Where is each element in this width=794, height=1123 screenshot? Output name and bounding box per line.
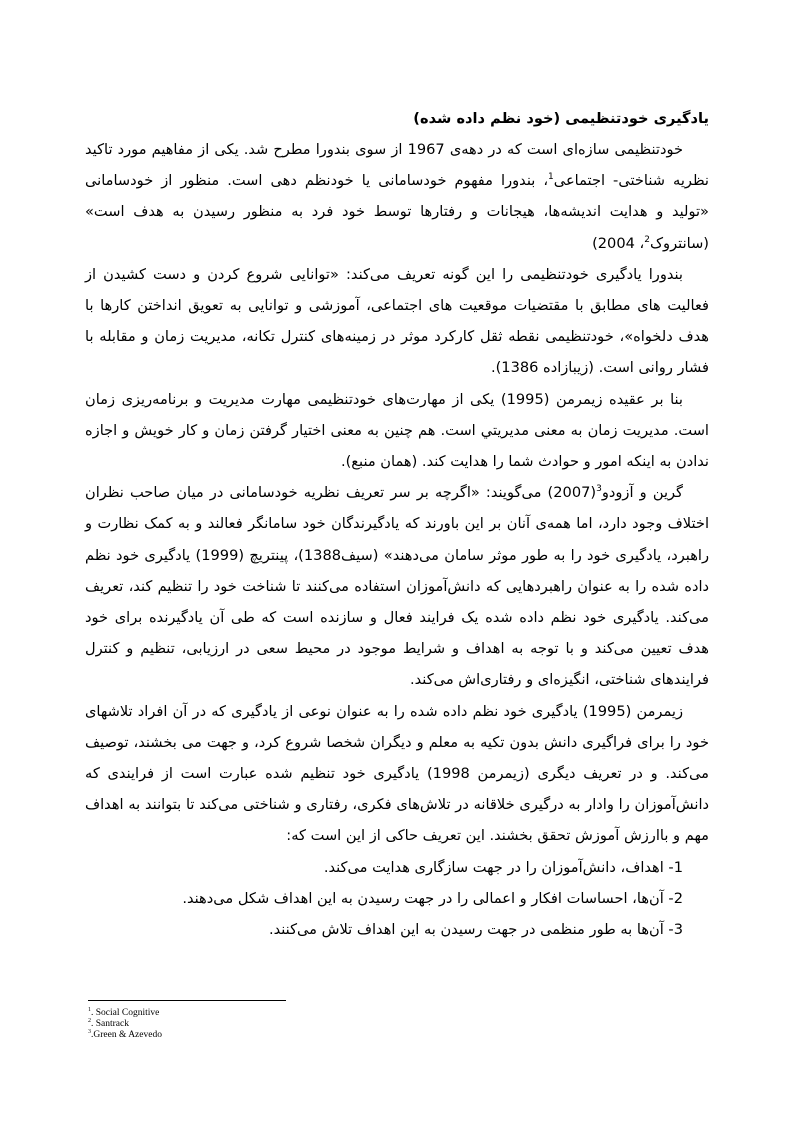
footnote-1 bbox=[88, 1008, 388, 1019]
footnote-text: .Green & Azevedo bbox=[91, 1030, 162, 1040]
footnote-separator bbox=[88, 1000, 286, 1001]
footnote-mark: 3 bbox=[88, 1028, 91, 1035]
footnote-ref-1[interactable]: 1 bbox=[548, 172, 554, 183]
paragraph-3: بنا بر عقیده زیمرمن (1995) یکی از مهارت‌های خودتنظیمی مهارت مدیریت و برنامه‌ریزی زمان است. مدیریت زمان به معنی مدیریتي است. هم چنین به معنی اختیار گرفتن زمان و کار خویش و اجازه ندادن به اینکه امور و حوادث شما را هدایت کند. (همان منبع). bbox=[85, 390, 709, 471]
paragraph-5: زیمرمن (1995) یادگیری خود نظم داده شده را به عنوان نوعی از یادگیری که در آن افراد تلاشهای خود را برای فراگیری دانش بدون تکیه به معلم و دیگران شخصا شروع کرد، و جهت می بخشند، توصیف می‌کند. و در تعریف دیگری (زیمرمن 1998) یادگیری خود تنظیم شده عبارت است از فرایندی که دانش‌آموزان را وادار به درگیری خلاقانه در تلاش‌های فکری، رفتاری و شناختی می‌کند تا بتوانند به اهداف مهم و باارزش آموزش تحقق بخشند. این تعریف حاکی از این است که: bbox=[85, 702, 709, 845]
paragraph-text: گرین و آزودو bbox=[601, 484, 683, 502]
footnote-3 bbox=[88, 1030, 388, 1041]
paragraph-4 bbox=[85, 477, 709, 695]
paragraph-2: بندورا یادگیری خودتنظیمی را این گونه تعریف می‌کند: «توانایی شروع کردن و دست کشیدن از فعالیت های مطابق با مقتضیات موقعیت های اجتماعی، آموزشی و توانایی به تعویق انداختن کارها با هدف دلخواه»، خودتنظیمی نقطه ثقل کارکرد موثر در زمینه‌های کنترل تکانه، مدیریت زمان و مقابله با فشار روانی است. (زیبازاده 1386). bbox=[85, 265, 709, 377]
footnote-mark: 2 bbox=[88, 1017, 91, 1024]
paragraph-text: خودتنظیمی سازه‌ای است که در دهه‌ی 1967 از سوی بندورا مطرح شد. یکی از مفاهیم مورد تاکید نظریه شناختی- اجتماعی bbox=[85, 141, 709, 190]
paragraph-text: ، بندورا مفهوم خودسامانی یا خودنظم دهی است. منظور از خودسامانی «تولید و هدایت اندیشه‌ها، هیجانات و رفتارها توسط خود فرد به منظور رسیدن به هدف است» (سانتروک bbox=[85, 172, 709, 252]
footnote-text: . Social Cognitive bbox=[91, 1008, 160, 1018]
footnote-mark: 1 bbox=[88, 1006, 91, 1013]
body-text bbox=[85, 103, 709, 945]
footnote-text: . Santrack bbox=[91, 1019, 129, 1029]
paragraph-1 bbox=[85, 134, 709, 259]
footnote-2 bbox=[88, 1019, 388, 1030]
footnotes bbox=[88, 1008, 388, 1041]
paragraph-text: (2007) می‌گویند: «اگرچه بر سر تعریف نظریه خودسامانی در میان صاحب نظران اختلاف وجود دارد، اما همه‌ی آنان بر این باورند که یادگیرندگان خود سامانگر فعالند و به کمک نظارت و راهبرد، یادگیری خود را به طور موثر سامان می‌دهند» (سیف1388)، پینتریچ (1999) یادگیری خود نظم داده شده را به عنوان راهبردهایی که دانش‌آموزان استفاده می‌کنند تا شناخت خود را تنظیم کند، تعریف می‌کند. یادگیری خود نظم داده شده یک فرایند فعال و سازنده است که طی آن یادگیرنده برای خود هدف تعیین می‌کند و با توجه به اهداف و شرایط موجود در محیط سعی در ارزیابی، تنظیم و کنترل فرایندهای شناختی، انگیزه‌ای و رفتاری‌اش می‌کند. bbox=[85, 484, 709, 689]
numbered-list bbox=[85, 852, 709, 946]
footnote-ref-2[interactable]: 2 bbox=[644, 234, 650, 245]
paragraph-text: ، 2004) bbox=[592, 234, 645, 252]
list-item: 1- اهداف، دانش‌آموزان را در جهت سازگاری هدایت می‌کند. bbox=[323, 858, 683, 876]
section-heading: یادگیری خودتنظیمی (خود نظم داده شده) bbox=[413, 110, 709, 127]
footnote-ref-3[interactable]: 3 bbox=[596, 484, 602, 495]
list-item: 2- آن‌ها، احساسات افکار و اعمالی را در جهت رسیدن به این اهداف شکل می‌دهند. bbox=[182, 889, 683, 907]
list-item: 3- آن‌ها به طور منظمی در جهت رسیدن به این اهداف تلاش می‌کنند. bbox=[268, 921, 683, 939]
